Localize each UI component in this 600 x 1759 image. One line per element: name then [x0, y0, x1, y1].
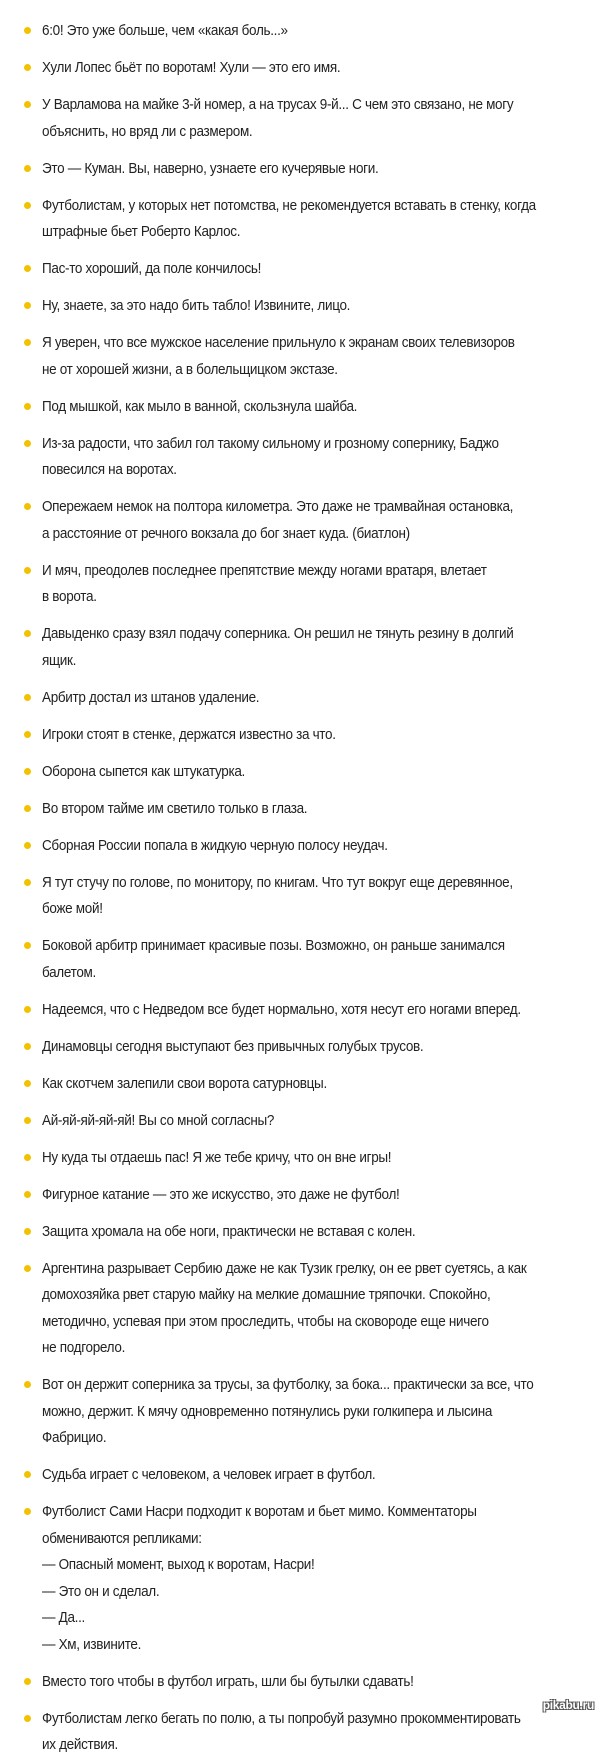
list-item-text-line: Это — Куман. Вы, наверно, узнаете его кучерявые ноги.: [42, 159, 379, 177]
list-item-text-line: Пас-то хороший, да поле кончилось!: [42, 260, 262, 277]
list-item: [0, 621, 600, 674]
list-item-text-line: ящик.: [42, 651, 77, 669]
list-item: [0, 870, 600, 923]
list-item-text-line: объяснить, но вряд ли с размером.: [42, 122, 253, 140]
bullet-dot-icon: [24, 879, 31, 886]
list-item: [0, 55, 600, 82]
list-item: [0, 1182, 600, 1209]
list-item: [0, 293, 600, 320]
bullet-dot-icon: [24, 694, 31, 701]
list-item-text-line: Аргентина разрывает Сербию даже не как Тузик грелку, он ее рвет суетясь, а как: [42, 1259, 527, 1277]
list-item-text-line: можно, держит. К мячу одновременно потянулись руки голкипера и лысина: [42, 1402, 493, 1420]
list-item: [0, 1499, 600, 1658]
bullet-dot-icon: [24, 1471, 31, 1478]
bullet-dot-icon: [24, 1228, 31, 1235]
list-item: [0, 1706, 600, 1759]
list-item: [0, 1034, 600, 1061]
list-item-text-line: Защита хромала на обе ноги, практически не вставая с колен.: [42, 1222, 416, 1240]
list-item-text-line: — Это он и сделал.: [42, 1582, 160, 1600]
bullet-dot-icon: [24, 1043, 31, 1050]
list-item: [0, 431, 600, 484]
watermark-logo: pikabu.ru: [542, 1698, 594, 1712]
list-item-text-line: 6:0! Это уже больше, чем «какая боль...»: [42, 22, 288, 39]
list-item: [0, 1372, 600, 1452]
bullet-dot-icon: [24, 805, 31, 812]
list-item-text-line: Игроки стоят в стенке, держатся известно за что.: [42, 725, 336, 743]
bullet-dot-icon: [24, 1508, 31, 1515]
list-item-text-line: Динамовцы сегодня выступают без привычных голубых трусов.: [42, 1037, 424, 1055]
bullet-dot-icon: [24, 768, 31, 775]
list-item: [0, 1145, 600, 1172]
list-item: [0, 759, 600, 786]
list-item-text-line: Футболист Сами Насри подходит к воротам и бьет мимо. Комментаторы: [42, 1503, 477, 1520]
list-item-text-line: Из-за радости, что забил гол такому сильному и грозному сопернику, Баджо: [42, 434, 499, 452]
list-item: [0, 256, 600, 283]
list-item-text-line: домохозяйка рвет старую майку на мелкие домашние тряпочки. Спокойно,: [42, 1286, 491, 1303]
list-item-text-line: Хули Лопес бьёт по воротам! Хули — это его имя.: [42, 59, 341, 76]
bullet-dot-icon: [24, 1381, 31, 1388]
list-item-text-line: — Хм, извините.: [42, 1635, 142, 1653]
list-item-text-line: боже мой!: [42, 900, 103, 917]
list-item: [0, 933, 600, 986]
list-item: [0, 833, 600, 860]
bullet-dot-icon: [24, 1265, 31, 1272]
bullet-dot-icon: [24, 165, 31, 172]
list-item: [0, 1071, 600, 1098]
list-item-text-line: Как скотчем залепили свои ворота сатурновцы.: [42, 1074, 327, 1092]
list-item-text-line: Надеемся, что с Недведом все будет нормально, хотя несут его ногами вперед.: [42, 1000, 521, 1018]
bullet-dot-icon: [24, 842, 31, 849]
bullet-dot-icon: [24, 339, 31, 346]
bullet-dot-icon: [24, 64, 31, 71]
list-item-text-line: У Варламова на майке 3-й номер, а на трусах 9-й... С чем это связано, не могу: [42, 96, 514, 113]
list-item-text-line: Футболистам, у которых нет потомства, не рекомендуется вставать в стенку, когда: [42, 196, 536, 214]
list-item-text-line: не подгорело.: [42, 1339, 126, 1356]
list-item-text-line: Ну, знаете, за это надо бить табло! Извините, лицо.: [42, 297, 351, 314]
list-item: [0, 394, 600, 421]
bullet-dot-icon: [24, 27, 31, 34]
list-item-text-line: Вместо того чтобы в футбол играть, шли бы бутылки сдавать!: [42, 1672, 414, 1690]
list-item-text-line: не от хорошей жизни, а в болельщицком экстазе.: [42, 360, 338, 378]
bullet-dot-icon: [24, 567, 31, 574]
list-item: [0, 1462, 600, 1489]
list-item: [0, 330, 600, 383]
bullet-dot-icon: [24, 1678, 31, 1685]
list-item: [0, 558, 600, 611]
list-item: [0, 18, 600, 45]
list-item-text-line: в ворота.: [42, 588, 97, 605]
list-item: [0, 685, 600, 712]
list-item: [0, 494, 600, 547]
bullet-dot-icon: [24, 1117, 31, 1124]
list-item: [0, 1219, 600, 1246]
list-item-text-line: а расстояние от речного вокзала до бог знает куда. (биатлон): [42, 524, 410, 542]
list-item: [0, 92, 600, 145]
bullet-dot-icon: [24, 503, 31, 510]
list-item-text-line: Под мышкой, как мыло в ванной, скользнула шайба.: [42, 397, 358, 415]
list-item-text-line: Боковой арбитр принимает красивые позы. Возможно, он раньше занимался: [42, 937, 505, 954]
list-item-text-line: Вот он держит соперника за трусы, за футболку, за бока... практически за все, что: [42, 1376, 534, 1393]
list-item-text-line: — Да...: [42, 1609, 85, 1626]
list-item-text-line: Я тут стучу по голове, по монитору, по книгам. Что тут вокруг еще деревянное,: [42, 873, 513, 891]
list-item: [0, 722, 600, 749]
list-item-text-line: Футболистам легко бегать по полю, а ты попробуй разумно прокомментировать: [42, 1709, 521, 1727]
bullet-dot-icon: [24, 440, 31, 447]
bullet-dot-icon: [24, 731, 31, 738]
bullet-dot-icon: [24, 202, 31, 209]
list-item-text-line: Давыденко сразу взял подачу соперника. Он решил не тянуть резину в долгий: [42, 625, 514, 642]
bullet-dot-icon: [24, 1080, 31, 1087]
list-item-text-line: балетом.: [42, 963, 96, 981]
list-item-text-line: Сборная России попала в жидкую черную полосу неудач.: [42, 836, 388, 854]
bullet-dot-icon: [24, 942, 31, 949]
bullet-dot-icon: [24, 630, 31, 637]
list-item-text-line: Фабрицио.: [42, 1429, 107, 1446]
list-item: [0, 796, 600, 823]
list-item-text-line: Фигурное катание — это же искусство, это даже не футбол!: [42, 1185, 400, 1203]
bullet-dot-icon: [24, 1191, 31, 1198]
list-item: [0, 1108, 600, 1135]
bullet-dot-icon: [24, 302, 31, 309]
list-item-text-line: Ай-яй-яй-яй-яй! Вы со мной согласны?: [42, 1111, 275, 1129]
list-item-text-line: — Опасный момент, выход к воротам, Насри!: [42, 1556, 315, 1573]
list-item-text-line: штрафные бьет Роберто Карлос.: [42, 223, 241, 240]
list-item-text-line: Во втором тайме им светило только в глаза.: [42, 799, 308, 817]
list-item: [0, 997, 600, 1024]
bullet-dot-icon: [24, 265, 31, 272]
bullet-dot-icon: [24, 1006, 31, 1013]
list-item-text-line: И мяч, преодолев последнее препятствие между ногами вратаря, влетает: [42, 561, 487, 579]
list-item-text-line: Оборона сыпется как штукатурка.: [42, 762, 245, 780]
list-item-text-line: Опережаем немок на полтора километра. Это даже не трамвайная остановка,: [42, 498, 514, 515]
list-item-text-line: повесился на воротах.: [42, 461, 177, 478]
list-item-text-line: Ну куда ты отдаешь пас! Я же тебе кричу, что он вне игры!: [42, 1148, 392, 1166]
list-item-text-line: обмениваются репликами:: [42, 1529, 202, 1547]
list-item-text-line: Я уверен, что все мужское население прильнуло к экранам своих телевизоров: [42, 334, 515, 351]
list-item-text-line: их действия.: [42, 1736, 118, 1753]
bullet-dot-icon: [24, 403, 31, 410]
bullet-dot-icon: [24, 101, 31, 108]
list-item-text-line: Судьба играет с человеком, а человек играет в футбол.: [42, 1466, 376, 1483]
list-item-text-line: методично, успевая при этом проследить, чтобы на сковороде еще ничего: [42, 1312, 489, 1330]
list-item: [0, 156, 600, 183]
list-item: [0, 1256, 600, 1362]
list-item-text-line: Арбитр достал из штанов удаление.: [42, 688, 260, 706]
bullet-dot-icon: [24, 1154, 31, 1161]
list-item: [0, 1669, 600, 1696]
list-item: [0, 193, 600, 246]
